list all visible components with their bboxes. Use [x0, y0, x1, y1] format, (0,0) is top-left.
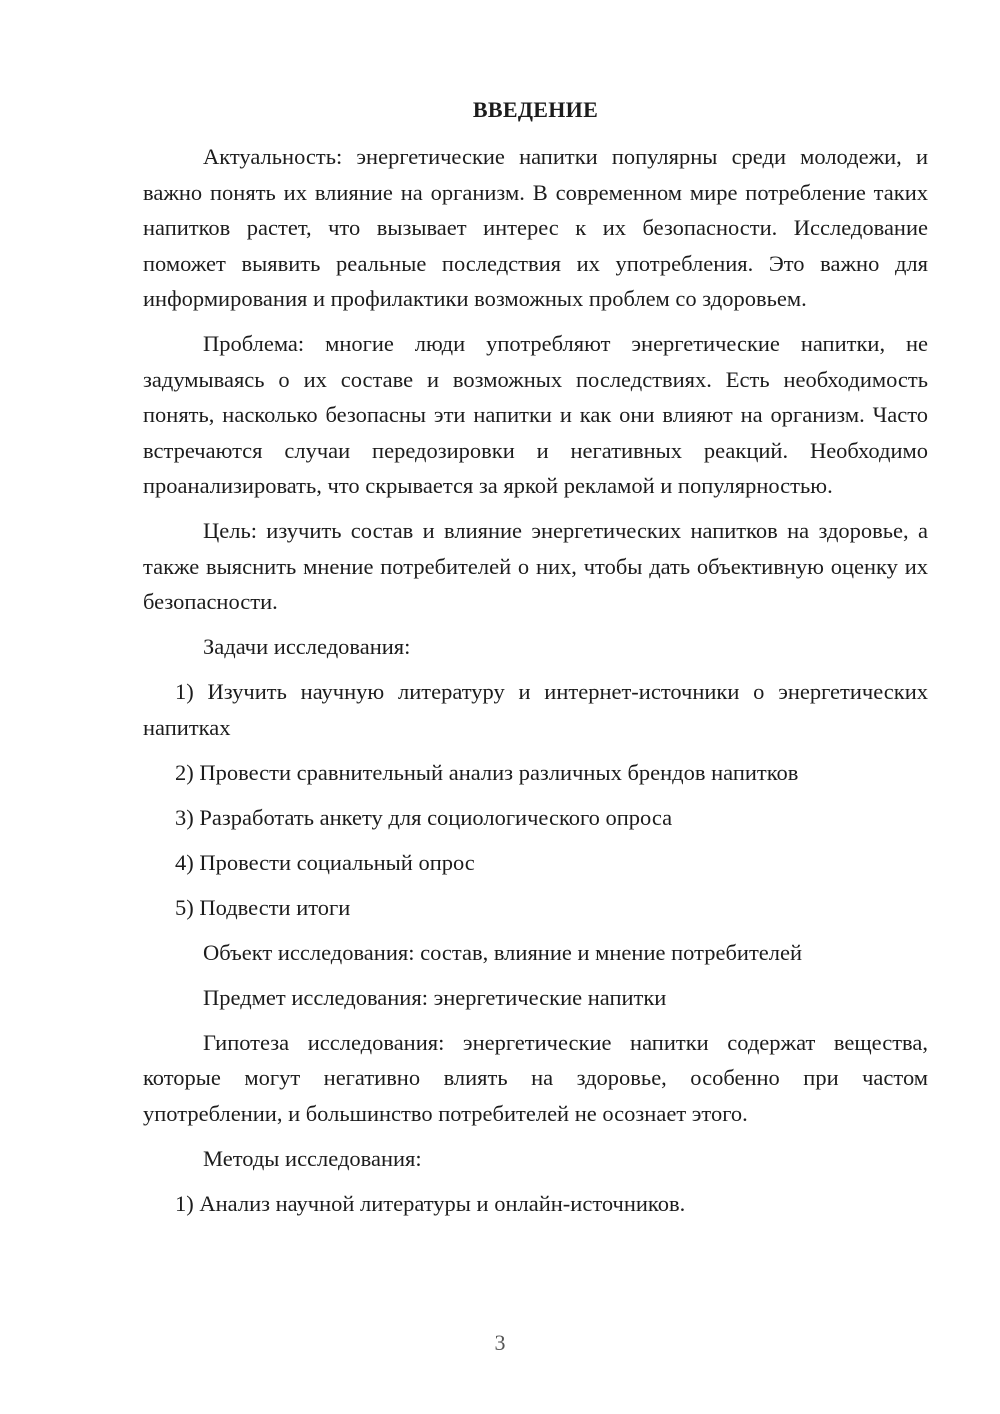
- method-item-1: 1) Анализ научной литературы и онлайн-источников.: [175, 1190, 686, 1216]
- goal-paragraph: Цель: изучить состав и влияние энергетических напитков на здоровье, а также выяснить мнение потребителей о них, чтобы дать объективную оценку их безопасности.: [143, 518, 928, 614]
- document-page: [143, 95, 928, 1221]
- problem-paragraph: Проблема: многие люди употребляют энергетические напитки, не задумываясь о их составе и возможных последствиях. Есть необходимость понять, насколько безопасны эти напитки и как они влияют на организм. Часто встречаются случаи передозировки и негативных реакций. Необходимо проанализировать, что скрывается за яркой рекламой и популярностью.: [143, 331, 928, 498]
- tasks-title: Задачи исследования:: [203, 634, 411, 659]
- page-number: 3: [494, 1330, 506, 1355]
- methods-title: Методы исследования:: [203, 1145, 422, 1171]
- subject-paragraph: Предмет исследования: энергетические напитки: [203, 984, 667, 1010]
- task-item-2: 2) Провести сравнительный анализ различных брендов напитков: [175, 759, 799, 785]
- task-item-3: 3) Разработать анкету для социологического опроса: [175, 804, 673, 830]
- task-item-4: 4) Провести социальный опрос: [175, 849, 475, 875]
- relevance-paragraph: Актуальность: энергетические напитки популярны среди молодежи, и важно понять их влияние на организм. В современном мире потребление таких напитков растет, что вызывает интерес к их безопасности. Исследование поможет выявить реальные последствия их употребления. Это важно для информирования и профилактики возможных проблем со здоровьем.: [143, 144, 928, 311]
- hypothesis-paragraph: Гипотеза исследования: энергетические напитки содержат вещества, которые могут негативно влиять на здоровье, особенно при частом употреблении, и большинство потребителей не осознает этого.: [143, 1029, 928, 1126]
- object-paragraph: Объект исследования: состав, влияние и мнение потребителей: [203, 939, 803, 965]
- task-item-1: 1) Изучить научную литературу и интернет-источники о энергетических напитках: [143, 679, 928, 740]
- task-item-5: 5) Подвести итоги: [175, 894, 351, 920]
- section-heading: ВВЕДЕНИЕ: [472, 97, 599, 122]
